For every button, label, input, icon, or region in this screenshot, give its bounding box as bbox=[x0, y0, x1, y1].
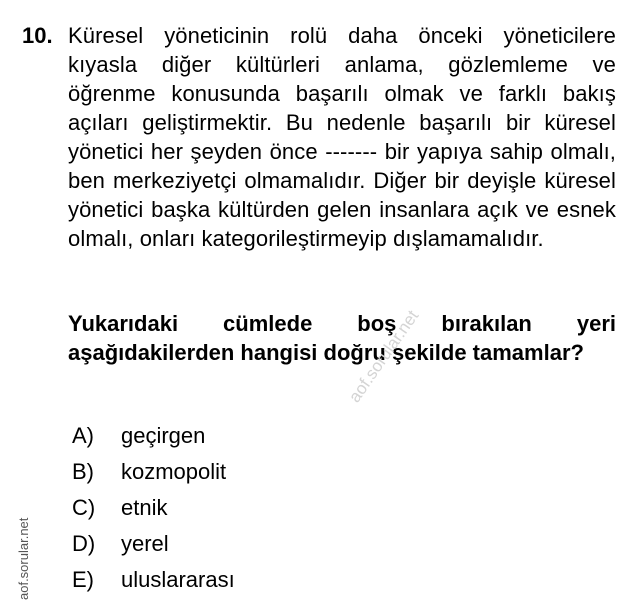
answer-options bbox=[72, 418, 235, 598]
option-text: geçirgen bbox=[121, 423, 206, 448]
option-letter: E) bbox=[72, 567, 94, 592]
option-letter: D) bbox=[72, 531, 96, 556]
option-c[interactable] bbox=[72, 490, 235, 526]
option-e[interactable] bbox=[72, 562, 235, 598]
option-text: etnik bbox=[121, 495, 168, 520]
option-text: kozmopolit bbox=[121, 459, 227, 484]
question-number: 10. bbox=[22, 23, 53, 48]
option-a[interactable] bbox=[72, 418, 235, 454]
option-text: yerel bbox=[121, 531, 169, 556]
side-watermark: aof.sorular.net bbox=[16, 517, 31, 600]
question-body: Küresel yöneticinin rolü daha önceki yöneticilere kıyasla diğer kültürleri anlama, gözlemleme ve öğrenme konusunda başarılı olmak ve farklı bakış açıları geliştirmektir. Bu nedenle başarılı bir küresel yönetici her şeyden önce ------- bir yapıya sahip olmalı, ben merkeziyetçi olmamalıdır. Diğer bir deyişle küresel yönetici başka kültürden gelen insanlara açık ve esnek olmalı, onları kategorileştirmeyip dışlamamalıdır. bbox=[68, 23, 616, 251]
question-stem: Yukarıdaki cümlede boş bırakılan yeri aşağıdakilerden hangisi doğru şekilde tamamlar? bbox=[68, 311, 616, 365]
watermark: aof.sorular.net bbox=[345, 306, 423, 406]
option-d[interactable] bbox=[72, 526, 235, 562]
option-letter: B) bbox=[72, 459, 94, 484]
option-letter: A) bbox=[72, 423, 94, 448]
option-b[interactable] bbox=[72, 454, 235, 490]
option-text: uluslararası bbox=[121, 567, 235, 592]
option-letter: C) bbox=[72, 495, 96, 520]
